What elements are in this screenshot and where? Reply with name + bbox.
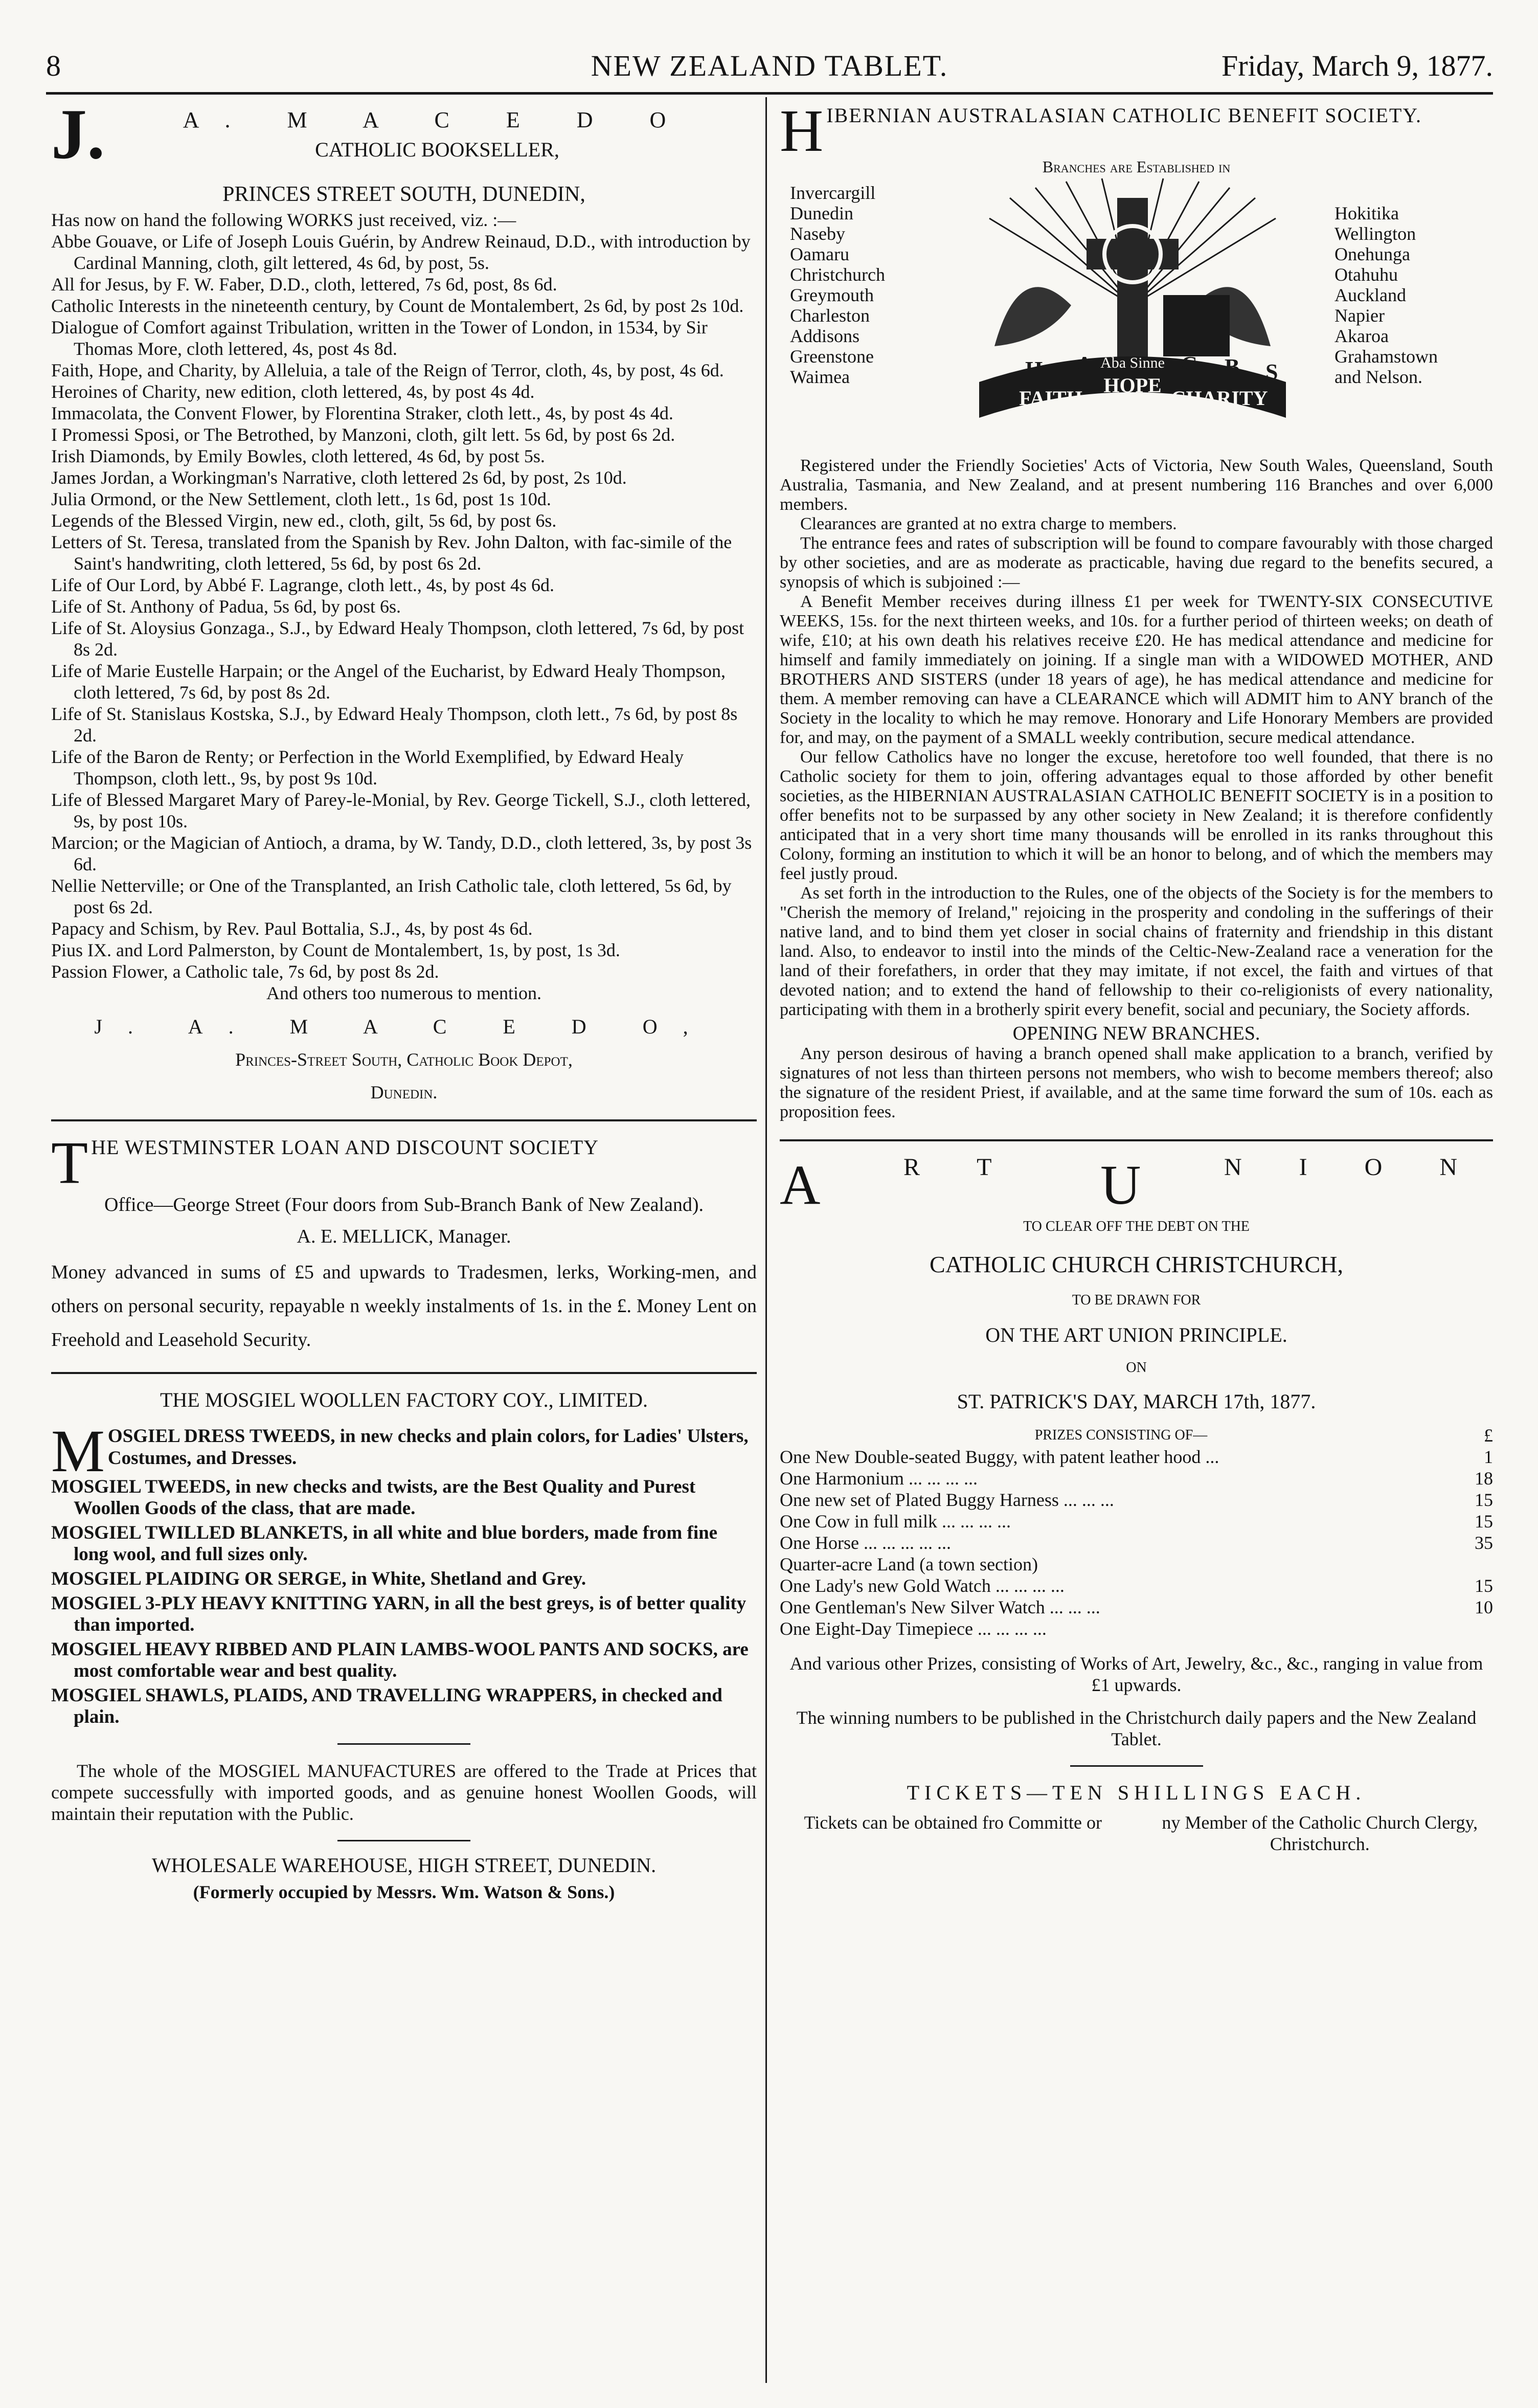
art-union-date: ST. PATRICK'S DAY, MARCH 17th, 1877.	[957, 1390, 1316, 1413]
book-list	[51, 231, 757, 982]
emblem-letter: C	[1181, 352, 1197, 377]
book-item: I Promessi Sposi, or The Betrothed, by Manzoni, cloth, gilt lett. 5s 6d, by post 6s 2d.	[51, 424, 675, 445]
branch-town: Invercargill	[790, 183, 876, 203]
prize-value: 1	[1484, 1447, 1493, 1467]
branch-town: and Nelson.	[1335, 367, 1422, 387]
book-item: Dialogue of Comfort against Tribulation, written in the Tower of London, in 1534, by Sir Thomas More, cloth lettered, 4s, post 4s 8d.	[51, 317, 708, 359]
hibernian-advert	[780, 97, 1493, 1122]
mosgiel-first-item: OSGIEL DRESS TWEEDS, in new checks and plain colors, for Ladies' Ulsters, Costumes, and Dresses.	[107, 1426, 749, 1469]
hibernian-title: IBERNIAN AUSTRALASIAN CATHOLIC BENEFIT SOCIETY.	[826, 104, 1422, 127]
hibernian-branches-heading: Branches are Established in	[1042, 157, 1231, 176]
emblem-word-hope: HOPE	[1103, 374, 1162, 397]
book-item: Irish Diamonds, by Emily Bowles, cloth lettered, 4s 6d, by post 5s.	[51, 446, 545, 466]
emblem-letter: A	[1076, 352, 1093, 377]
emblem-banner: Aba Sinne	[1100, 354, 1165, 371]
book-item: Legends of the Blessed Virgin, new ed., cloth, gilt, 5s 6d, by post 6s.	[51, 510, 557, 531]
book-item: Life of Our Lord, by Abbé F. Lagrange, cloth lett., 4s, by post 4s 6d.	[51, 575, 554, 595]
art-union-church: CATHOLIC CHURCH CHRISTCHURCH,	[930, 1251, 1343, 1277]
branch-town: Christchurch	[790, 264, 885, 285]
macedo-depot: Princes-Street South, Catholic Book Depot,	[235, 1049, 573, 1070]
prize-name: One Horse ... ... ... ... ...	[780, 1533, 951, 1553]
mosgiel-item: MOSGIEL PLAIDING OR SERGE, in White, Shetland and Grey.	[51, 1568, 586, 1589]
prize-row	[780, 1511, 1493, 1532]
prize-value: 18	[1475, 1468, 1493, 1489]
mosgiel-item: MOSGIEL 3-PLY HEAVY KNITTING YARN, in all the best greys, is of better quality than imported.	[51, 1593, 747, 1635]
prize-value	[1462, 1554, 1493, 1575]
prize-name: One Eight-Day Timepiece ... ... ... ...	[780, 1618, 1047, 1639]
mosgiel-warehouse: WHOLESALE WAREHOUSE, HIGH STREET, DUNEDIN.	[151, 1854, 657, 1877]
book-item: Letters of St. Teresa, translated from the Spanish by Rev. John Dalton, with fac-simile of the Saint's handwriting, cloth lettered, 5s 6d, by post 6s 2d.	[51, 532, 732, 574]
prize-row	[780, 1618, 1493, 1639]
mosgiel-item: MOSGIEL TWEEDS, in new checks and twists, are the Best Quality and Purest Woollen Goods of the class, that are made.	[51, 1476, 696, 1519]
opening-heading: OPENING NEW BRANCHES.	[1012, 1023, 1260, 1044]
mosgiel-dropcap: M	[51, 1417, 105, 1484]
ticket-source-left: Tickets can be obtained fro Committe or	[804, 1812, 1102, 1833]
art-union-winning: The winning numbers to be published in the Christchurch daily papers and the New Zealand Tablet.	[796, 1707, 1477, 1749]
westminster-advert	[51, 1129, 757, 1357]
prize-row	[780, 1575, 1493, 1596]
hibernian-para: A Benefit Member receives during illness £1 per week for TWENTY-SIX CONSECUTIVE WEEKS, 15s. for the next thirteen weeks, and 10s. for a further period of thirteen weeks; on death of wife, £10; at his own death his relatives receive £20. He has medical attendance and medicine for himself and family immediately on joining. If a single man with a WIDOWED MOTHER, AND BROTHERS AND SISTERS (under 18 years of age), he has medical attendance and medicine for them. A member removing can have a CLEARANCE which will ADMIT him to ANY branch of the Society in the locality to which he may remove. Honorary and Life Honorary Members are provided for, and may, on the payment of a SMALL weekly contribution, secure medical attendance.	[780, 592, 1493, 747]
hibernian-para: The entrance fees and rates of subscription will be found to compare favourably with those charged by other societies, and are as moderate as practicable, having due regard to the benefits secured, a synopsis of which is subjoined :—	[780, 534, 1493, 592]
prize-row	[780, 1596, 1493, 1618]
branch-town: Hokitika	[1335, 203, 1399, 223]
emblem-letter: S	[1265, 359, 1278, 385]
prize-value: 35	[1475, 1533, 1493, 1553]
mosgiel-advert	[51, 1389, 757, 1903]
art-union-l1: TO CLEAR OFF THE DEBT ON THE	[1023, 1219, 1250, 1234]
hibernian-dropcap: H	[780, 97, 824, 164]
art-union-title-nion: N I O N	[1224, 1154, 1483, 1181]
book-item: Life of Marie Eustelle Harpain; or the Angel of the Eucharist, by Edward Healy Thompson, cloth lettered, 7s 6d, by post 8s 2d.	[51, 661, 726, 703]
art-union-title-u: U	[1100, 1154, 1141, 1216]
macedo-name: A. M A C E D O	[183, 107, 692, 132]
book-item: Life of St. Stanislaus Kostska, S.J., by Edward Healy Thompson, cloth lett., 7s 6d, by post 8s 2d.	[51, 704, 738, 746]
branch-town: Charleston	[790, 305, 870, 326]
mosgiel-closing: The whole of the MOSGIEL MANUFACTURES are offered to the Trade at Prices that compete successfully with imported goods, and as genuine honest Woollen Goods, will maintain their reputation with the Public.	[51, 1761, 757, 1824]
mosgiel-item: MOSGIEL HEAVY RIBBED AND PLAIN LAMBS-WOOL PANTS AND SOCKS, are most comfortable wear and best quality.	[51, 1639, 749, 1681]
book-item: Marcion; or the Magician of Antioch, a drama, by W. Tandy, D.D., cloth lettered, 3s, by post 3s 6d.	[51, 832, 752, 874]
short-rule	[1070, 1765, 1203, 1767]
book-item: Life of St. Aloysius Gonzaga., S.J., by Edward Healy Thompson, cloth lettered, 7s 6d, by post 8s 2d.	[51, 618, 744, 660]
macedo-trade: CATHOLIC BOOKSELLER,	[315, 138, 559, 161]
column-divider	[765, 97, 767, 2383]
mosgiel-item: MOSGIEL SHAWLS, PLAIDS, AND TRAVELLING WRAPPERS, in checked and plain.	[51, 1685, 722, 1727]
prize-name: One Cow in full milk ... ... ... ...	[780, 1511, 1011, 1532]
book-item: All for Jesus, by F. W. Faber, D.D., cloth, lettered, 7s 6d, post, 8s 6d.	[51, 274, 557, 295]
book-item: Passion Flower, a Catholic tale, 7s 6d, by post 8s 2d.	[51, 961, 439, 982]
prizes-heading: PRIZES CONSISTING OF—	[1034, 1427, 1208, 1443]
hibernian-emblem-block	[780, 177, 1493, 456]
prize-name: One new set of Plated Buggy Harness ... ... ...	[780, 1490, 1114, 1510]
art-union-tickets: TICKETS—TEN SHILLINGS EACH.	[907, 1781, 1366, 1804]
prize-value: 15	[1475, 1511, 1493, 1532]
prize-name: Quarter-acre Land (a town section)	[780, 1554, 1038, 1574]
mosgiel-item: MOSGIEL TWILLED BLANKETS, in all white and blue borders, made from fine long wool, and full sizes only.	[51, 1522, 718, 1565]
short-rule	[337, 1743, 470, 1745]
prize-value	[1462, 1618, 1493, 1639]
prize-value: 10	[1475, 1597, 1493, 1617]
society-emblem	[948, 177, 1317, 454]
prize-row	[780, 1554, 1493, 1575]
section-rule	[780, 1139, 1493, 1141]
macedo-city: Dunedin.	[370, 1082, 438, 1102]
macedo-more: And others too numerous to mention.	[266, 983, 541, 1003]
book-item: James Jordan, a Workingman's Narrative, cloth lettered 2s 6d, by post, 2s 10d.	[51, 467, 627, 488]
book-item: Catholic Interests in the nineteenth century, by Count de Montalembert, 2s 6d, by post 2s 10d.	[51, 296, 744, 316]
ticket-sources	[780, 1812, 1493, 1855]
currency-mark: £	[1484, 1425, 1493, 1446]
book-item: Pius IX. and Lord Palmerston, by Count de Montalembert, 1s, by post, 1s 3d.	[51, 940, 620, 960]
section-rule	[51, 1372, 757, 1374]
prize-row	[780, 1468, 1493, 1489]
westminster-manager: A. E. MELLICK, Manager.	[297, 1226, 511, 1247]
emblem-word-charity: CHARITY	[1171, 387, 1268, 410]
westminster-title: HE WESTMINSTER LOAN AND DISCOUNT SOCIETY	[91, 1136, 599, 1159]
macedo-advert	[51, 95, 757, 1103]
book-item: Faith, Hope, and Charity, by Alleluia, a tale of the Reign of Terror, cloth, 4s, by post, 4s 6d.	[51, 360, 724, 380]
branch-town: Napier	[1335, 305, 1385, 326]
mosgiel-formerly: (Formerly occupied by Messrs. Wm. Watson & Sons.)	[193, 1882, 615, 1902]
westminster-office: Office—George Street (Four doors from Sub-Branch Bank of New Zealand).	[104, 1194, 704, 1216]
branch-town: Dunedin	[790, 203, 853, 223]
branch-town: Greymouth	[790, 285, 874, 305]
mosgiel-title: THE MOSGIEL WOOLLEN FACTORY COY., LIMITED.	[160, 1388, 648, 1411]
westminster-body: Money advanced in sums of £5 and upwards to Tradesmen, lerks, Working-men, and others on personal security, repayable n weekly instalments of 1s. in the £. Money Lent on Freehold and Leasehold Security.	[51, 1262, 757, 1351]
prize-value: 15	[1475, 1576, 1493, 1596]
branch-town: Akaroa	[1335, 326, 1389, 346]
hibernian-para: Clearances are granted at no extra charge to members.	[800, 514, 1177, 533]
book-item: Julia Ormond, or the New Settlement, cloth lett., 1s 6d, post 1s 10d.	[51, 489, 551, 509]
branch-town: Oamaru	[790, 244, 849, 264]
art-union-various: And various other Prizes, consisting of Works of Art, Jewelry, &c., &c., ranging in value from £1 upwards.	[789, 1653, 1483, 1695]
prize-row	[780, 1446, 1493, 1468]
emblem-word-faith: FAITH	[1019, 387, 1082, 410]
book-item: Abbe Gouave, or Life of Joseph Louis Guérin, by Andrew Reinaud, D.D., with introduction by Cardinal Manning, cloth, gilt lettered, 4s 6d, by post, 5s.	[51, 231, 751, 273]
branch-town: Otahuhu	[1335, 264, 1398, 285]
hibernian-para: As set forth in the introduction to the Rules, one of the objects of the Society is for the members to "Cherish the memory of Ireland," rejoicing in the prosperity and condoling in the sufferings of their native land, and to bind them yet closer in social chains of fraternity and friendship in this distant land. Also, to endeavor to instil into the minds of the Celtic-New-Zealand race a veneration for the land of their forefathers, in order that they may imitate, if not excel, the faith and virtues of that devoted nation; and to extend the hand of fellowship to their co-religionists of every nationality, participating with them in a brotherly spirit every benefit, social and pecuniary, the Society affords.	[780, 884, 1493, 1019]
page-header	[46, 49, 1493, 95]
left-column	[51, 95, 757, 1903]
opening-body: Any person desirous of having a branch opened shall make application to a branch, verified by signatures of not less than thirteen persons not members, who wish to become members thereof; also the signature of the resident Priest, if available, and at the same time forward the sum of 10s. each as proposition fees.	[780, 1044, 1493, 1121]
branch-town: Addisons	[790, 326, 860, 346]
art-union-l3: TO BE DRAWN FOR	[1072, 1292, 1201, 1308]
book-item: Nellie Netterville; or One of the Transplanted, an Irish Catholic tale, cloth lettered, 5s 6d, by post 6s 2d.	[51, 875, 732, 917]
issue-date: Friday, March 9, 1877.	[1221, 49, 1493, 82]
hibernian-para: Registered under the Friendly Societies' Acts of Victoria, New South Wales, Queensland, South Australia, Tasmania, and New Zealand, and at present numbering 116 Branches and over 6,000 members.	[780, 456, 1493, 514]
macedo-signature: J. A. M A C E D O,	[94, 1015, 714, 1038]
branch-town: Auckland	[1335, 285, 1406, 305]
book-item: Life of the Baron de Renty; or Perfection in the World Exemplified, by Edward Healy Thompson, cloth lett., 9s, by post 9s 10d.	[51, 747, 684, 789]
prize-value: 15	[1475, 1490, 1493, 1510]
branch-town: Waimea	[790, 367, 850, 387]
branch-town: Greenstone	[790, 346, 874, 367]
prize-row	[780, 1532, 1493, 1554]
prize-name: One New Double-seated Buggy, with patent leather hood ...	[780, 1447, 1219, 1467]
branch-town: Naseby	[790, 223, 845, 244]
emblem-letter: H	[1025, 357, 1043, 382]
branch-town: Wellington	[1335, 223, 1416, 244]
header-rule	[46, 92, 1493, 95]
book-item: Life of St. Anthony of Padua, 5s 6d, by post 6s.	[51, 596, 401, 617]
art-union-advert	[780, 1154, 1493, 1855]
hibernian-para: Our fellow Catholics have no longer the excuse, heretofore too well founded, that there is no Catholic society for them to join, offering advantages equal to those afforded by other benefit societies, as the HIBERNIAN AUSTRALASIAN CATHOLIC BENEFIT SOCIETY is in a position to offer benefits not to be surpassed by any other society in New Zealand; it is therefore confidently anticipated that in a very short time many thousands will be enrolled in its ranks throughout this Colony, forming an institution to which it will be an honor to belong, and of which the members may feel justly proud.	[780, 748, 1493, 883]
art-union-principle: ON THE ART UNION PRINCIPLE.	[985, 1323, 1287, 1346]
short-rule	[337, 1840, 470, 1841]
prize-name: One Harmonium ... ... ... ...	[780, 1468, 978, 1489]
prize-name: One Lady's new Gold Watch ... ... ... ...	[780, 1576, 1065, 1596]
branch-town: Grahamstown	[1335, 346, 1438, 367]
macedo-address: PRINCES STREET SOUTH, DUNEDIN,	[222, 183, 585, 206]
branch-list-right	[1335, 203, 1438, 387]
newspaper-title: NEW ZEALAND TABLET.	[591, 49, 948, 82]
section-rule	[51, 1119, 757, 1121]
prize-name: One Gentleman's New Silver Watch ... ... ...	[780, 1597, 1100, 1617]
westminster-dropcap: T	[51, 1129, 88, 1196]
right-column	[780, 97, 1493, 1855]
branch-list-left	[790, 183, 885, 387]
art-union-on: ON	[1126, 1360, 1147, 1376]
prize-list	[780, 1446, 1493, 1639]
prize-row	[780, 1489, 1493, 1511]
art-union-title-a: A	[780, 1154, 821, 1216]
branch-town: Onehunga	[1335, 244, 1410, 264]
book-item: Heroines of Charity, new edition, cloth lettered, 4s, by post 4s 4d.	[51, 381, 535, 402]
book-item: Immacolata, the Convent Flower, by Florentina Straker, cloth lett., 4s, by post 4s 4d.	[51, 403, 673, 423]
emblem-letter: B	[1225, 354, 1240, 379]
book-item: Papacy and Schism, by Rev. Paul Bottalia, S.J., 4s, by post 4s 6d.	[51, 918, 533, 939]
page-number: 8	[46, 49, 61, 82]
book-item: Life of Blessed Margaret Mary of Parey-le-Monial, by Rev. George Tickell, S.J., cloth lettered, 9s, by post 10s.	[51, 790, 751, 831]
ticket-source-right: ny Member of the Catholic Church Clergy, Christchurch.	[1162, 1812, 1478, 1854]
art-union-title-rt: R T	[903, 1154, 1017, 1181]
macedo-initial: J.	[51, 95, 105, 174]
macedo-intro: Has now on hand the following WORKS just received, viz. :—	[51, 210, 516, 230]
